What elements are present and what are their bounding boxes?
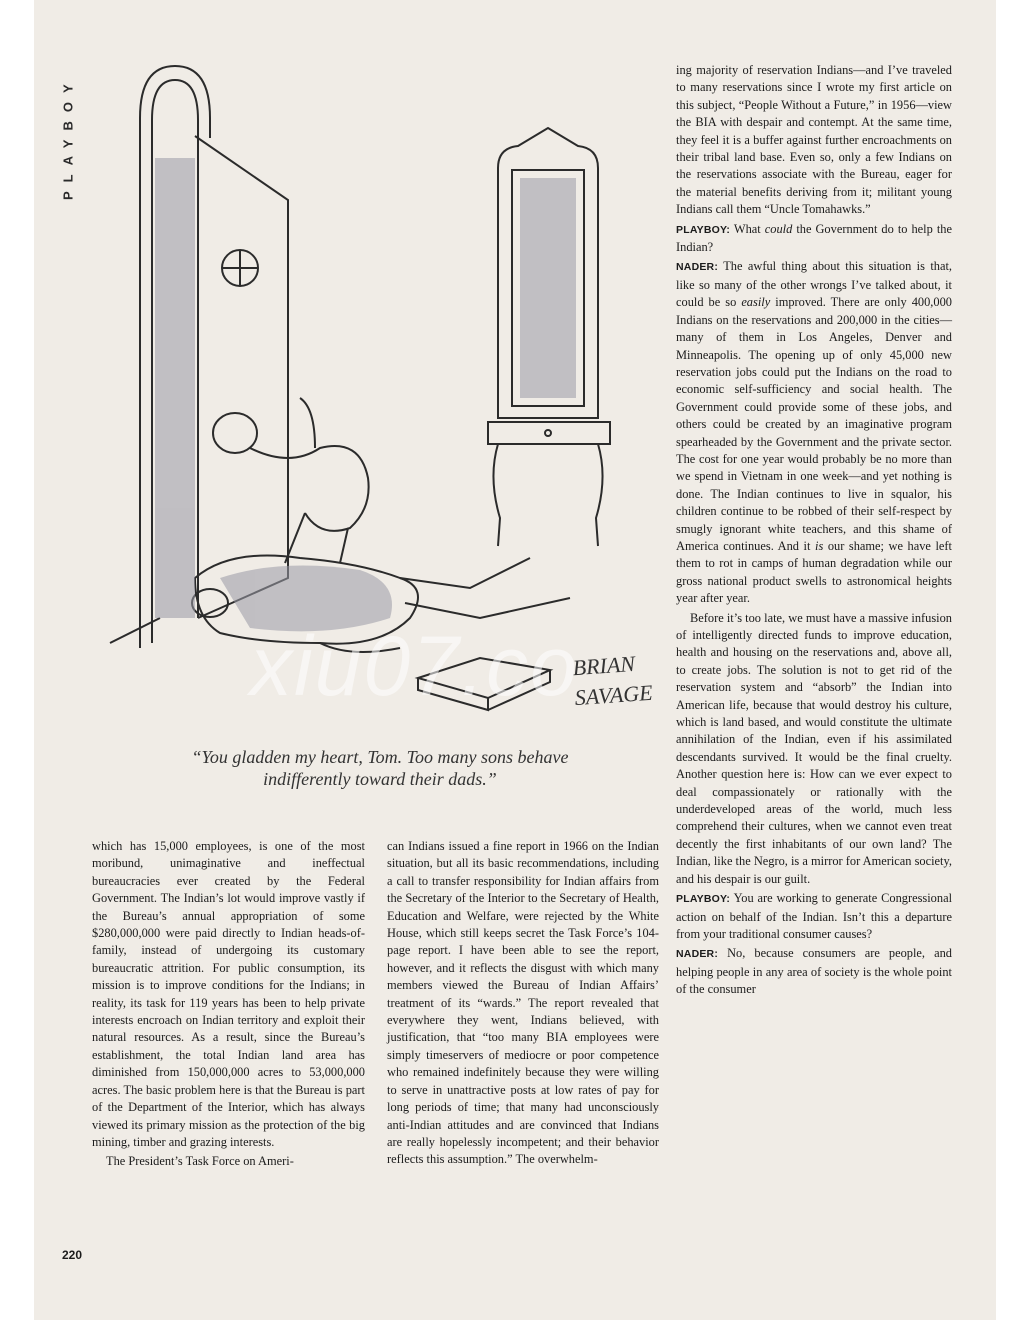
interview-answer: NADER: No, because consumers are people, and helping people in any area of society is the whole point of the consumer: [676, 946, 952, 997]
speaker-label: NADER:: [676, 261, 719, 274]
page-number: 220: [62, 1248, 83, 1262]
paragraph: The President’s Task Force on Ameri-: [106, 1154, 294, 1169]
speaker-label: PLAYBOY:: [676, 223, 731, 236]
page-margin-right: [996, 0, 1020, 1320]
paragraph: can Indians issued a fine report in 1966 on the Indian situation, but all its basic recommendations, including a call to transfer responsibility for Indian affairs from the Secretary of the Interior to the Secretary of Health, Education and Welfare, were rejected by the White House, which still keeps secret the Task Force’s 104-page report. I have been able to see the report, however, and it reflects the disgust with which many members viewed the Bureau of Indian Affairs’ treatment of its “wards.” The report revealed that everywhere they went, Indians believed, with justification, that “too many BIA employees were simply timeservers of mediocre or poor competence who remained indefinitely because they were willing to serve in unattractive posts at low rates of pay for long periods of time; that many had unconsciously anti-Indian attitudes and are convinced that Indians are really hopelessly incompetent; and their behavior reflects this assumption.” The overwhelm-: [387, 839, 659, 1167]
interview-question: PLAYBOY: What could the Government do to help the Indian?: [676, 221, 952, 255]
speaker-label: PLAYBOY:: [676, 893, 731, 906]
text-column-right: [676, 62, 952, 1001]
speaker-label: NADER:: [676, 948, 719, 961]
cartoonist-signature: BRIAN SAVAGE: [571, 650, 654, 711]
interview-answer: NADER: The awful thing about this situation is that, like so many of the other wrongs I’ve talked about, it could be so easily improved. There are only 400,000 Indians on the reservations and 200,000 in the cities—many of them in Los Angeles, Denver and Minneapolis. The opening up of only 45,000 new reservation jobs could put the Indians on the road to economic self-sufficiency and social health. The Government could provide some of these jobs, and others could be created by an imaginative program spearheaded by the Government and the private sector. The cost for one year would probably be no more than we spend in Vietnam in one week—and yet nothing is done. The Indian continues to live in squalor, his children continue to be robbed of their self-respect by smugly ignorant white teachers, and this shame of America continues. And it is our shame; we have left them to rot in camps of human degradation while our gross national product swells to astronomical heights year after year.: [676, 259, 953, 606]
cartoon-caption: “You gladden my heart, Tom. Too many sons behave indifferently toward their dads.”: [191, 747, 569, 789]
watermark: xiu07.co: [250, 619, 579, 713]
paragraph: ing majority of reservation Indians—and I’ve traveled to many reservations since I wrote my first article on this subject, “People Without a Future,” in 1956—view the BIA with despair and contempt. At the same time, they feel it is a buffer against further encroachments on their tribal land base. Even so, only a few Indians on the reservations associate with the Bureau, eager for the material benefits deriving from it; militant young Indians call them “Uncle Tomahawks.”: [676, 63, 952, 217]
text-column-left: [92, 838, 365, 1173]
paragraph: Before it’s too late, we must have a massive infusion of intelligently directed funds to improve education, health and housing on the reservations and, above all, to create jobs. The solution is not to get rid of the reservation system and “absorb” the Indian into American life, because that would destroy his culture, which is land based, and would constitute the ultimate annihilation of the Indian, even if his assimilated descendants survived. It would be the final cruelty. Another question here is: How can we ever expect to deal compassionately or rationally with the underdeveloped areas of the world, much less comprehend their cultures, when we cannot even treat decently the first inhabitants of our own land? The Indian, like the Negro, is a mirror for American society, and his despair is our guilt.: [676, 610, 952, 886]
paragraph: which has 15,000 employees, is one of the most moribund, unimaginative and ineffectual bureaucracies ever created by the Federal Government. The Indian’s lot would improve vastly if the Bureau’s annual appropriation of some $280,000,000 were paid directly to Indian heads-of-family, instead of undergoing its customary bureaucratic attrition. For public consumption, its mission is to improve conditions for the Indians; in reality, its task for 119 years has been to help private interests encroach on Indian territory and exploit their natural resources. As a result, since the Bureau’s establishment, the total Indian land area has diminished from 150,000,000 acres to 53,000,000 acres. The basic problem here is that the Bureau is part of the Department of the Interior, which has always viewed its primary mission as the protection of the big mining, timber and grazing interests.: [92, 839, 365, 1149]
cartoon-illustration: [100, 58, 660, 718]
interview-question: PLAYBOY: You are working to generate Congressional action on behalf of the Indian. Isn’t this a departure from your traditional consumer causes?: [676, 891, 953, 941]
text-column-middle: [387, 838, 659, 1171]
page-margin-left: [0, 0, 34, 1320]
masthead: PLAYBOY: [60, 75, 76, 201]
